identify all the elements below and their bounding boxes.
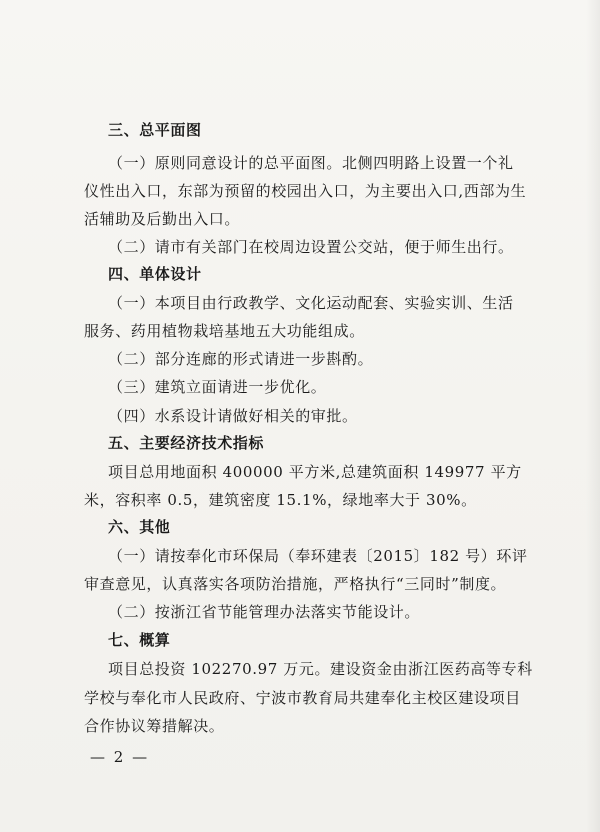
section-heading-7: 七、概算 [108,631,171,649]
paragraph-line: （二）请市有关部门在校周边设置公交站，便于师生出行。 [108,238,514,256]
paragraph-line: （一）原则同意设计的总平面图。北侧四明路上设置一个礼 [108,154,514,172]
page-number: — 2 — [90,748,150,766]
paragraph-line: （二）部分连廊的形式请进一步斟酌。 [108,350,374,368]
paragraph-line: 审查意见，认真落实各项防治措施，严格执行“三同时”制度。 [84,575,507,593]
paragraph-line: （四）水系设计请做好相关的审批。 [108,407,358,425]
paragraph-line: 仪性出入口，东部为预留的校园出入口，为主要出入口,西部为生 [84,182,527,200]
section-heading-6: 六、其他 [108,518,171,536]
paragraph-line: （二）按浙江省节能管理办法落实节能设计。 [108,603,421,621]
paragraph-line: 米，容积率 0.5，建筑密度 15.1%，绿地率大于 30%。 [84,491,477,509]
paragraph-line: （一）本项目由行政教学、文化运动配套、实验实训、生活 [108,294,514,312]
paragraph-line: 合作协议筹措解决。 [84,717,225,735]
section-heading-3: 三、总平面图 [108,121,202,139]
section-heading-4: 四、单体设计 [108,265,202,283]
paragraph-line: （一）请按奉化市环保局（奉环建表〔2015〕182 号）环评 [108,547,528,565]
section-heading-5: 五、主要经济技术指标 [108,434,265,452]
paragraph-line: （三）建筑立面请进一步优化。 [108,378,327,396]
paragraph-line: 项目总用地面积 400000 平方米,总建筑面积 149977 平方 [108,463,522,481]
paragraph-line: 学校与奉化市人民政府、宁波市教育局共建奉化主校区建设项目 [84,689,521,707]
paragraph-line: 服务、药用植物栽培基地五大功能组成。 [84,322,365,340]
paragraph-line: 项目总投资 102270.97 万元。建设资金由浙江医药高等专科 [108,660,533,678]
paragraph-line: 活辅助及后勤出入口。 [84,210,241,228]
